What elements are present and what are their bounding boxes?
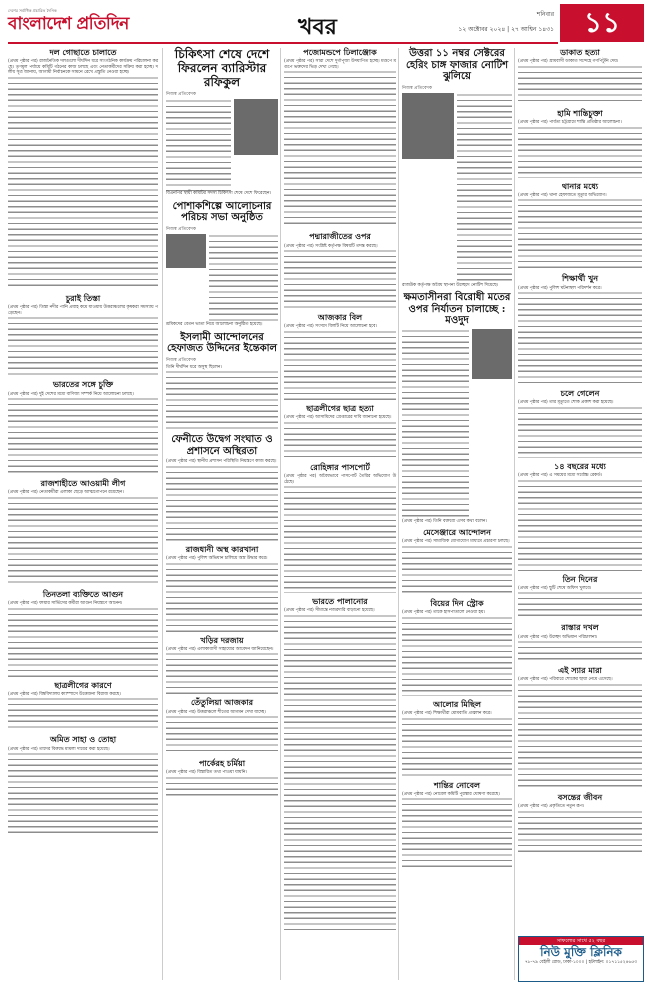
- article-text-block: [284, 70, 396, 228]
- date-label: ১২ অক্টোবর ২০২৪ | ২৭ আশ্বিন ১৪৩১: [458, 26, 554, 33]
- article-text-block: [8, 316, 158, 376]
- article[interactable]: [166, 636, 278, 695]
- column-2: [166, 48, 278, 800]
- article-headline: রোহিঙ্গার পাসপোর্ট: [310, 461, 370, 472]
- article-text-block: [457, 93, 512, 283]
- article-body: (প্রথম পৃষ্ঠার পর) উত্তরাঞ্চলে শীতের আগমন দেখা যাচ্ছে।: [166, 709, 266, 715]
- ad-contact: ৭৮-৭৯ বেইলী রোড, ঢাকা-১০০০ | হটলাইন: ০১৭১১৫২৪৬৫৩: [524, 960, 638, 965]
- article-body: শ্রমিকদের বেতন ভাতা নিয়ে আলোচনা অনুষ্ঠিত হয়েছে।: [166, 321, 263, 327]
- article[interactable]: [402, 292, 512, 524]
- clinic-advertisement[interactable]: [518, 936, 644, 982]
- article-body: (প্রথম পৃষ্ঠার পর) তাদের বিরুদ্ধে মামলা দায়ের করা হয়েছে।: [8, 746, 110, 752]
- article-text-block: [284, 421, 396, 459]
- article[interactable]: [8, 294, 158, 376]
- article-text-block: [8, 697, 158, 731]
- article-body: (প্রথম পৃষ্ঠার পর) থানা হেফাজতে মৃত্যুর অভিযোগ।: [518, 192, 607, 198]
- article-headline: থানার মধ্যে: [561, 180, 599, 191]
- article-text-block: [518, 810, 642, 854]
- article-headline: ডাকাত হত্যা: [560, 47, 600, 57]
- article[interactable]: [518, 109, 642, 178]
- column-4: [402, 48, 512, 871]
- article[interactable]: [284, 404, 396, 459]
- article-text-block: [166, 652, 278, 694]
- article-text-block: [284, 330, 396, 400]
- article-text-block: [402, 797, 512, 867]
- article-body: রাজউক কর্তৃপক্ষ অবৈধ স্থাপনা উচ্ছেদে নোটিশ দিয়েছে।: [402, 282, 499, 288]
- article[interactable]: [284, 48, 396, 228]
- column-3: [284, 48, 396, 936]
- ad-tagline: সাফল্যের সাথে ৫২ বছর: [519, 937, 643, 945]
- column-1: [8, 48, 158, 840]
- article-headline: ছাত্রলীগের কারণে: [54, 679, 112, 690]
- article-text-block: [402, 616, 512, 696]
- article-body: (প্রথম পৃষ্ঠার পর) এলাকাবাসী সাহায্যের আবেদন জানিয়েছেন।: [166, 646, 274, 652]
- article-body: তিনি দীর্ঘদিন ধরে অসুস্থ ছিলেন।: [166, 364, 222, 370]
- article-body: (প্রথম পৃষ্ঠার পর) সামাজিক যোগাযোগ মাধ্যমে প্রচারণা চলছে।: [402, 539, 510, 545]
- article-text-block: [402, 329, 469, 519]
- article-body: (প্রথম পৃষ্ঠার পর) আসামিদের গ্রেপ্তারের দাবি জানানো হয়েছে।: [284, 415, 392, 421]
- article-body: (প্রথম পৃষ্ঠার পর) সারা দেশে দুর্গাপূজা উদযাপিত হচ্ছে। মণ্ডপে মণ্ডপে ভক্তদের ভিড় দেখা গেছে।: [284, 59, 396, 70]
- article-text-block: [402, 545, 512, 595]
- article-body: (প্রথম পৃষ্ঠার পর) এ সময়ের মধ্যে সর্বোচ্চ রেকর্ড।: [518, 473, 603, 479]
- article-text-block: [518, 198, 642, 270]
- article-body: (প্রথম পৃষ্ঠার পর) পুলিশ অভিযান চালিয়ে অস্ত্র উদ্ধার করে।: [166, 555, 268, 561]
- article-text-block: [518, 126, 642, 178]
- article-body: (প্রথম পৃষ্ঠার পর) পুলিশ ঘটনাস্থল পরিদর্শন করে।: [518, 285, 602, 291]
- article[interactable]: [166, 698, 278, 755]
- article-body: (প্রথম পৃষ্ঠার পর) বিস্তারিত তথ্য পাওয়া যায়নি।: [166, 770, 247, 776]
- article-photo[interactable]: [402, 93, 454, 159]
- article[interactable]: [402, 48, 512, 288]
- header-rule: [8, 42, 558, 44]
- article-body: (প্রথম পৃষ্ঠার পর) ছুটি শেষে অফিস খুলবে।: [518, 585, 592, 591]
- article-body: (প্রথম পৃষ্ঠার পর) অবৈধভাবে পাসপোর্ট তৈরির অভিযোগ উঠেছে।: [284, 473, 396, 485]
- article-photo[interactable]: [472, 329, 512, 379]
- article-headline: ফেনীতে উদ্বেগ সংঘাত ও প্রশাসনে অস্থিরতা: [171, 434, 273, 457]
- masthead: [0, 0, 650, 46]
- article-text-block: [518, 640, 642, 662]
- article-headline: পদ্মারাজীতের ওপর: [309, 231, 371, 242]
- article-body: (প্রথম পৃষ্ঠার পর) পরিবারে শোকের ছায়া নেমে এসেছে।: [518, 677, 613, 683]
- article-body: (প্রথম পৃষ্ঠার পর) সংসদে বিলটি নিয়ে আলোচনা হবে।: [284, 324, 378, 330]
- article-body: (প্রথম পৃষ্ঠার পর) তিস্তা নদীর পানি প্রবাহ কমে যাওয়ায় উত্তরাঞ্চলের কৃষকরা সমস্যায় পড়েছেন।: [8, 305, 158, 316]
- article-headline: চিকিৎসা শেষে দেশে ফিরলেন ব্যারিস্টার রফিকুল: [174, 47, 270, 89]
- article[interactable]: [518, 48, 642, 105]
- article-headline: খড়ির দরজায়: [200, 634, 244, 645]
- article-headline: ইসলামী আন্দোলনের হেফাজত উদ্দিনের ইন্তেকাল: [167, 331, 277, 355]
- section-title: খবর: [298, 14, 337, 40]
- article-headline: মেসেঞ্জারে আন্দোলন: [423, 527, 491, 538]
- article-body: (প্রথম পৃষ্ঠার পর) সীমান্তে নজরদারি বাড়ানো হয়েছে।: [284, 608, 375, 614]
- article-headline: পোশাকশিল্পে আলোচনার পরিচয় সভা অনুষ্ঠিত: [172, 200, 272, 224]
- article-photo[interactable]: [234, 99, 278, 155]
- article-text-block: [8, 752, 158, 836]
- article-byline: নিজস্ব প্রতিবেদক: [166, 357, 197, 363]
- article-text-block: [166, 370, 278, 430]
- ad-title: নিউ মুক্তি ক্লিনিক: [540, 945, 622, 959]
- article-headline: দল গোছাতে চালাতে: [49, 47, 117, 57]
- article-headline: আজকার বিল: [317, 312, 363, 323]
- article-headline: শান্তির নোবেল: [433, 779, 480, 790]
- article[interactable]: [166, 48, 278, 197]
- article-headline: চলে গেলেন: [560, 388, 600, 399]
- article-byline: নিজস্ব প্রতিবেদক: [166, 92, 197, 98]
- logo-tagline: দেশের সর্বাধিক প্রচারিত দৈনিক: [8, 8, 57, 13]
- article-text-block: [8, 496, 158, 586]
- article-text-block: [402, 717, 512, 777]
- article[interactable]: [518, 389, 642, 458]
- article-headline: বিয়ের দিন স্ট্রোক: [430, 597, 484, 608]
- article-byline: নিজস্ব প্রতিবেদক: [166, 226, 197, 232]
- column-5: [518, 48, 642, 858]
- article[interactable]: [166, 332, 278, 431]
- article-body: (প্রথম পৃষ্ঠার পর) রাজনৈতিক দলগুলো দীর্ঘদিন ধরে সাংগঠনিক কার্যক্রম পরিচালনা করছে। তৃণমূল পর্যায়ে কমিটি গঠনের কাজ চলছে এবং নেতাকর্মীদের সক্রিয় করা হচ্ছে। দলীয় সূত্র জানায়, আগামী নির্বাচনকে সামনে রেখে প্রস্তুতি নেওয়া হচ্ছে।: [8, 59, 158, 76]
- article[interactable]: [402, 599, 512, 696]
- article-text-block: [166, 99, 231, 191]
- article-text-block: [518, 291, 642, 385]
- article-headline: তেঁতুলিয়া আজকার: [190, 697, 254, 708]
- article-text-block: [166, 776, 278, 796]
- article-text-block: [518, 683, 642, 789]
- newspaper-logo[interactable]: [8, 8, 158, 38]
- article-text-block: [284, 249, 396, 309]
- day-label: শনিবার: [536, 11, 554, 18]
- article-headline: রাজশাহীতে আওয়ামী লীগ: [40, 478, 126, 489]
- article-body: (প্রথম পৃষ্ঠার পর) ফায়ার সার্ভিসের কর্মীরা আগুন নিয়ন্ত্রণে আনেন।: [8, 601, 123, 607]
- article-headline: এই স্যার মারা: [558, 665, 602, 676]
- article-headline: ভারতে পালানোর: [312, 596, 368, 607]
- article-body: (প্রথম পৃষ্ঠার পর) নোবেল কমিটি পুরস্কার ঘোষণা করেছে।: [402, 791, 500, 797]
- article[interactable]: [402, 528, 512, 595]
- article-headline: পার্কেরহ চর্মিয়া: [198, 758, 246, 769]
- article-body: (প্রথম পৃষ্ঠার পর) প্রকৃতিতে নতুন রূপ।: [518, 804, 585, 810]
- article-body: (প্রথম পৃষ্ঠার পর) দুই দেশের মধ্যে বাণিজ্য সম্পর্ক নিয়ে আলোচনা চলছে।: [8, 391, 134, 397]
- article-body: (প্রথম পৃষ্ঠার পর) উচ্ছেদ অভিযান পরিচালনা।: [518, 634, 598, 640]
- article-headline: ১৪ বছরের মধ্যে: [554, 460, 606, 471]
- article[interactable]: [166, 545, 278, 632]
- logo-name: বাংলাদেশ প্রতিদিন: [8, 14, 129, 34]
- article[interactable]: [8, 380, 158, 475]
- article-body: (প্রথম পৃষ্ঠার পর) গ্রামবাসী ডাকাত সন্দেহে গণপিটুনি দেয়।: [518, 59, 619, 65]
- article[interactable]: [518, 182, 642, 271]
- article[interactable]: [518, 575, 642, 620]
- article-photo[interactable]: [166, 234, 206, 268]
- article-headline: পজোমন্ডপে ঢিলাঞ্জোক: [303, 47, 377, 57]
- article-text-block: [166, 465, 278, 541]
- page-number: ১১: [560, 4, 644, 42]
- article[interactable]: [284, 232, 396, 309]
- article[interactable]: [8, 48, 158, 290]
- article[interactable]: [284, 463, 396, 593]
- article[interactable]: [284, 597, 396, 932]
- article-headline: তিন দিনের: [562, 573, 598, 584]
- article-body: (প্রথম পৃষ্ঠার পর) তিনি বক্তব্যে এসব কথা বলেন।: [402, 518, 487, 524]
- article-text-block: [284, 614, 396, 932]
- article-body: বিএনপির স্থায়ী কমিটির সদস্য চিকিৎসা শেষে দেশে ফিরেছেন।: [166, 191, 272, 197]
- article[interactable]: [402, 781, 512, 868]
- article-headline: শিক্ষার্থী খুন: [561, 273, 599, 284]
- article-text-block: [518, 65, 642, 105]
- article[interactable]: [8, 590, 158, 677]
- article-body: (প্রথম পৃষ্ঠার পর) পার্বত্য চট্টগ্রামে শান্তি প্রতিষ্ঠার আলোচনা।: [518, 119, 622, 125]
- article-text-block: [518, 479, 642, 571]
- article-headline: আলোর মিছিল: [433, 698, 481, 709]
- article[interactable]: [166, 434, 278, 541]
- article-text-block: [8, 397, 158, 475]
- article-body: (প্রথম পৃষ্ঠার পর) শিক্ষার্থীরা মোমবাতি প্রজ্বলন করে।: [402, 710, 492, 716]
- article-headline: ভারতের সঙ্গে চুক্তি: [52, 379, 114, 390]
- article-text-block: [166, 715, 278, 755]
- article-body: (প্রথম পৃষ্ঠার পর) তার মৃত্যুতে শোক প্রকাশ করা হয়েছে।: [518, 400, 614, 406]
- article[interactable]: [8, 735, 158, 836]
- article-body: (প্রথম পৃষ্ঠার পর) বিশ্ববিদ্যালয় ক্যাম্পাসে উত্তেজনা বিরাজ করছে।: [8, 691, 121, 697]
- article[interactable]: [8, 479, 158, 586]
- article[interactable]: [518, 623, 642, 662]
- article[interactable]: [402, 700, 512, 777]
- article-headline: রাজধানী অস্থ কারখানা: [185, 543, 259, 554]
- article-byline: নিজস্ব প্রতিবেদক: [402, 85, 433, 91]
- article-text-block: [166, 562, 278, 632]
- article[interactable]: [8, 681, 158, 732]
- column-divider: [398, 48, 399, 980]
- column-divider: [514, 48, 515, 980]
- article[interactable]: [166, 759, 278, 796]
- column-divider: [280, 48, 281, 980]
- article[interactable]: [518, 274, 642, 385]
- article[interactable]: [518, 793, 642, 854]
- article[interactable]: [166, 201, 278, 328]
- article-body: (প্রথম পৃষ্ঠার পর) স্থানীয় প্রশাসন পরিস্থিতি নিয়ন্ত্রণে কাজ করছে।: [166, 459, 277, 465]
- article-body: (প্রথম পৃষ্ঠার পর) সংশ্লিষ্ট কর্তৃপক্ষ বিষয়টি তদন্ত করছে।: [284, 243, 378, 249]
- article-text-block: [8, 607, 158, 677]
- article-text-block: [209, 234, 278, 322]
- article-headline: চুরাই তিস্তা: [65, 292, 101, 303]
- article-headline: রাস্তার দখল: [561, 622, 599, 633]
- article-headline: হামি শান্তিচুক্তা: [557, 107, 603, 118]
- article-headline: অমিত সাহা ও তোহা: [49, 734, 117, 745]
- article-headline: বসন্তের জীবন: [557, 792, 603, 803]
- article-text-block: [518, 591, 642, 619]
- article-headline: তিনতলা ব্যক্তিতে আগুন: [42, 588, 124, 599]
- article-text-block: [284, 485, 396, 593]
- article-body: (প্রথম পৃষ্ঠার পর) তাকে হাসপাতালে নেওয়া হয়।: [402, 610, 485, 616]
- article[interactable]: [518, 666, 642, 789]
- article-headline: ক্ষমতাসীনরা বিরোধী মতের ওপর নির্যাতন চালাচ্ছে : মওদুদ: [403, 292, 511, 327]
- column-divider: [162, 48, 163, 980]
- article[interactable]: [518, 462, 642, 571]
- article[interactable]: [284, 313, 396, 400]
- article-body: (প্রথম পৃষ্ঠার পর) নেতাকর্মীরা এলাকা ছেড়ে আত্মগোপনে রয়েছেন।: [8, 490, 124, 496]
- article-headline: ছাত্রলীগের ছাত্র হত্যা: [306, 402, 374, 413]
- article-text-block: [518, 406, 642, 458]
- article-text-block: [8, 76, 158, 290]
- article-headline: উত্তরা ১১ নম্বর সেক্টরের হেরিং চাঙ্গ ফাজার নোটিশ ঝুলিয়ে: [405, 48, 509, 82]
